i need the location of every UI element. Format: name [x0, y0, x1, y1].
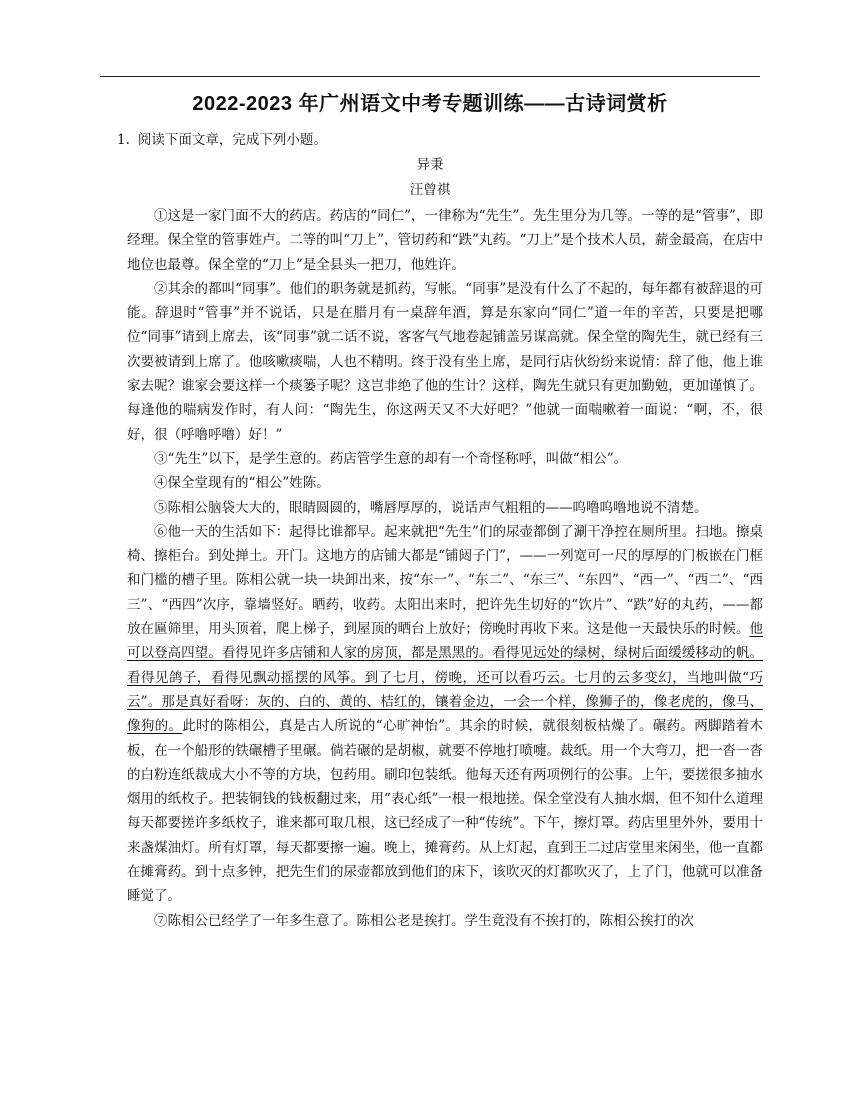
question-text: 阅读下面文章，完成下列小题。: [137, 132, 327, 148]
paragraph-2: ②其余的都叫“同事”。他们的职务就是抓药，写帐。“同事”是没有什么了不起的，每年都有被辞退的可能。辞退时“管事”并不说话，只是在腊月有一桌辞年酒，算是东家向“同仁”道一年的辛苦，只要是把哪位“同事”请到上席去，该“同事”就二话不说，客客气气地卷起铺盖另谋高就。保全堂的陶先生，就已经有三次要被请到上席了。他咳嗽痰喘，人也不精明。终于没有坐上席，是同行店伙纷纷来说情：辞了他，他上谁家去呢？谁家会要这样一个痰篓子呢？这岂非绝了他的生计？这样，陶先生就只有更加勤勉，更加谨慎了。每逢他的喘病发作时，有人问：“陶先生，你这两天又不大好吧？”他就一面喘嗽着一面说：“啊，不，很好，很（呼噜呼噜）好！”: [127, 280, 763, 443]
header-rule: [100, 76, 760, 77]
question-number: 1.: [117, 132, 130, 148]
paragraph-5: ⑤陈相公脑袋大大的，眼睛圆圆的，嘴唇厚厚的，说话声气粗粗的——呜噜呜噜地说不清楚。: [154, 499, 708, 516]
document-title: 2022-2023 年广州语文中考专题训练——古诗词赏析: [192, 93, 668, 115]
article-author: 汪曾祺: [409, 182, 451, 198]
paragraph-6-tail: 此时的陈相公，真是古人所说的“心旷神怡”。其余的时候，就很刻板枯燥了。碾药。两脚踏着木板，在一个船形的铁碾槽子里碾。倘若碾的是胡椒，就要不停地打喷嚏。裁纸。用一个大弯刀，把一沓一沓的白粉连纸裁成大小不等的方块，包药用。刷印包装纸。他每天还有两项例行的公事。上午，要搓很多抽水烟用的纸枚子。把装铜钱的钱板翻过来，用“表心纸”一根一根地搓。保全堂没有人抽水烟，但不知什么道理每天都要搓许多纸枚子，谁来都可取几根，这已经成了一种“传统”。下午，擦灯罩。药店里里外外，要用十来盏煤油灯。所有灯罩，每天都要擦一遍。晚上，摊膏药。从上灯起，直到王二过店堂里来闲坐，他一直都在摊膏药。到十点多钟，把先生们的尿壶都放到他们的床下，该吹灭的灯都吹灭了，上了门，他就可以准备睡觉了。: [127, 718, 763, 905]
paragraph-7: ⑦陈相公已经学了一年多生意了。陈相公老是挨打。学生竟没有不挨打的，陈相公挨打的次: [154, 912, 694, 929]
paragraph-3: ③“先生”以下，是学生意的。药店管学生意的却有一个奇怪称呼，叫做“相公”。: [154, 450, 628, 467]
paragraph-4: ④保全堂现有的“相公”姓陈。: [154, 475, 330, 492]
paragraph-1: ①这是一家门面不大的药店。药店的“同仁”，一律称为“先生”。先生里分为几等。一等的是“管事”，即经理。保全堂的管事姓卢。二等的叫“刀上”，管切药和“跌”丸药。“刀上”是个技术人员，薪金最高，在店中地位也最尊。保全堂的“刀上”是全县头一把刀，他姓许。: [127, 208, 763, 273]
question-prompt: [117, 128, 327, 152]
article-title: 异秉: [416, 157, 444, 173]
underlined-passage: 他可以登高四望。看得见许多店铺和人家的房顶，都是黑黑的。看得见远处的绿树，绿树后面缓缓移动的帆。看得见鸽子，看得见飘动摇摆的风筝。到了七月，傍晚，还可以看巧云。七月的云多变幻，当地叫做“巧云”。那是真好看呀：灰的、白的、黄的、桔红的，镶着金边，一会一个样，像狮子的，像老虎的，像马、像狗的。: [127, 621, 763, 735]
article-body: [127, 204, 763, 933]
paragraph-6: [127, 520, 763, 909]
paragraph-6-lead: ⑥他一天的生活如下：起得比谁都早。起来就把“先生”们的尿壶都倒了涮干净控在厕所里。扫地。擦桌椅、擦柜台。到处掸土。开门。这地方的店铺大都是“铺闼子门”，——一列宽可一尺的厚厚的门板嵌在门框和门槛的槽子里。陈相公就一块一块卸出来，按“东一”、“东二”、“东三”、“东四”、“西一”、“西二”、“西三”、“西四”次序，靠墙竖好。晒药，收药。太阳出来时，把许先生切好的“饮片”、“跌”好的丸药，——都放在匾筛里，用头顶着，爬上梯子，到屋顶的晒台上放好；傍晚时再收下来。这是他一天最快乐的时候。: [127, 523, 763, 638]
